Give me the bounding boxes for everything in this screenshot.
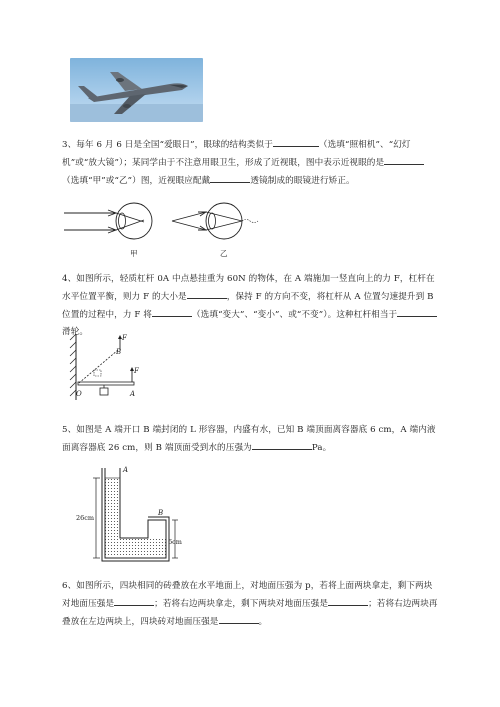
q4-text-1: 4、如图所示，轻质杠杆 0A 中点悬挂重为 60N 的物体，在 A 端施加一竖直向上的力 F，杠杆在水平位置平衡，则力 F 的大小是 <box>62 274 435 302</box>
eye-diagrams <box>62 198 282 260</box>
airplane-icon <box>70 58 203 122</box>
q4-blank-3[interactable] <box>397 306 437 317</box>
q5-text-1: 5、如图是 A 端开口 B 端封闭的 L 形容器，内盛有水，已知 B 端顶面离容器底 6 cm，A 端内液面离容器底 26 cm，则 B 端顶面受到水的压强为 <box>62 425 436 453</box>
q3-blank-2[interactable] <box>384 154 424 165</box>
eye-diagram-jia <box>64 203 152 258</box>
q5-text-2: Pa。 <box>311 443 332 453</box>
lever-diagram <box>66 330 156 402</box>
question-3 <box>62 136 440 190</box>
container-label-26cm: 26cm <box>76 514 95 522</box>
container-label-b: B <box>158 509 164 517</box>
q3-blank-1[interactable] <box>273 136 319 147</box>
lever-label-o: O <box>76 390 82 398</box>
lever-label-f2: F <box>134 367 139 375</box>
q4-text-3: （选填“变大”、“变小”、或“不变”）。这种杠杆相当于 <box>191 310 398 320</box>
q3-text-4: 透镜制成的眼镜进行矫正。 <box>250 176 355 186</box>
q6-blank-2[interactable] <box>328 595 368 606</box>
q5-blank-1[interactable] <box>252 439 312 450</box>
airplane-photo <box>70 58 203 122</box>
q3-text-3: （选填“甲”或“乙”）图，近视眼应配戴 <box>62 176 211 186</box>
container-label-a: A <box>123 466 129 474</box>
q3-text-2: （选填“照相机”、“幻灯机”或“放大镜”）；某同学由于不注意用眼卫生，形成了近视眼，图中表示近视眼的是 <box>62 140 411 168</box>
l-container-diagram <box>74 460 184 564</box>
label-jia: 甲 <box>130 249 138 258</box>
q6-text-2: ；若将右边两块拿走，剩下两块对地面压强是 <box>154 599 329 609</box>
eye-diagram-yi <box>172 203 258 258</box>
q4-blank-2[interactable] <box>152 306 192 317</box>
q6-text-3: ；若将右边两块再叠放在左边两块上，四块砖对地面压强是 <box>62 599 438 627</box>
q6-blank-3[interactable] <box>219 613 259 624</box>
lever-label-a: A <box>130 390 136 398</box>
q3-blank-3[interactable] <box>210 172 250 183</box>
container-label-6cm: 6cm <box>168 538 182 546</box>
q4-text-4: 滑轮。 <box>62 327 89 337</box>
q6-blank-1[interactable] <box>114 595 154 606</box>
label-yi: 乙 <box>220 249 228 258</box>
question-6 <box>62 578 440 631</box>
q6-text-1: 6、如图所示，四块相同的砖叠放在水平地面上，对地面压强为 p，若将上面两块拿走，剩下两块对地面压强是 <box>62 581 433 609</box>
q4-blank-1[interactable] <box>187 288 227 299</box>
q6-text-4: 。 <box>258 617 268 627</box>
q3-text-1: 3、每年 6 月 6 日是全国“爱眼日”，眼球的结构类似于 <box>62 140 273 150</box>
question-5 <box>62 422 440 457</box>
lever-label-b: B <box>116 348 122 356</box>
lever-label-f1: F <box>122 334 127 342</box>
q4-text-2: ，保持 F 的方向不变，将杠杆从 A 位置匀速提升到 B 位置的过程中，力 F 将 <box>62 292 434 320</box>
